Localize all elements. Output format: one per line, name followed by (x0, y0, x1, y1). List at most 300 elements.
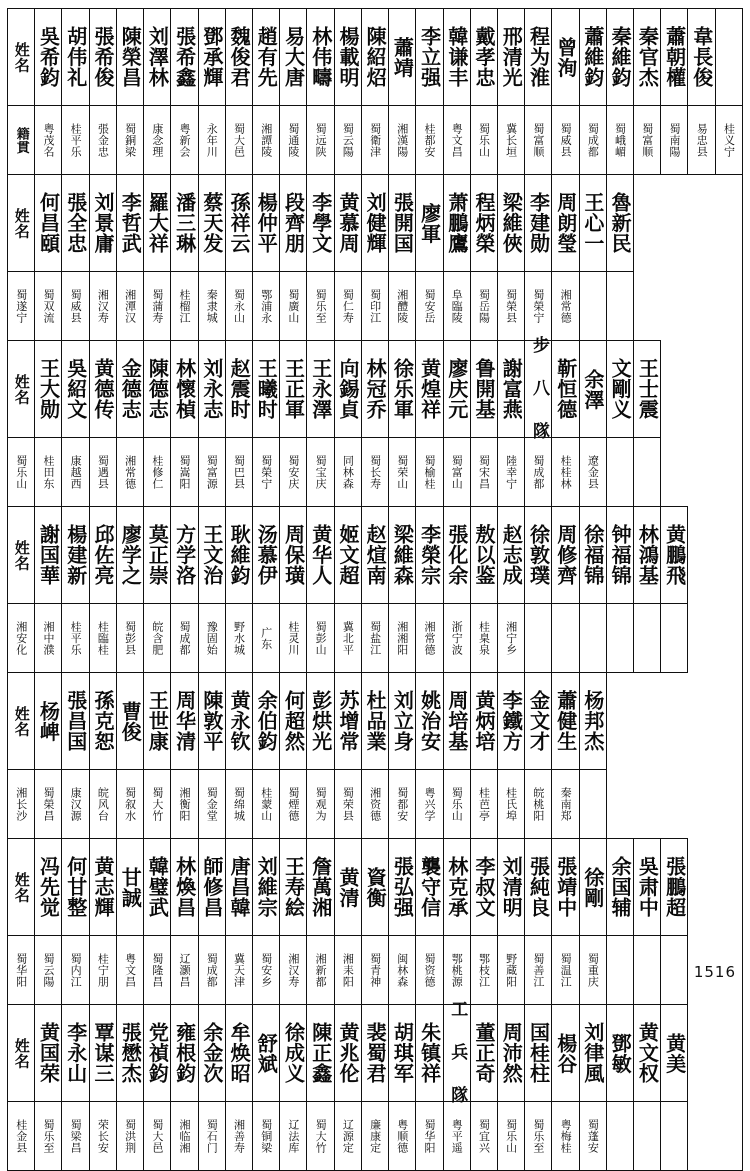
cell-text: 黄华人 (308, 524, 333, 586)
person-origin-cell (198, 936, 225, 1005)
cell-text: 黄鵬飛 (662, 524, 687, 586)
person-name-cell (552, 9, 579, 106)
cell-text: 蜀都安 (395, 786, 409, 822)
person-name-cell (144, 507, 171, 604)
person-origin-cell (280, 1102, 307, 1171)
roster-name-row (8, 507, 743, 604)
person-name-cell (334, 673, 361, 770)
roster-table (7, 8, 743, 1171)
roster-origin-row (8, 1102, 743, 1171)
cell-text: 張開国 (390, 192, 415, 254)
cell-text: 何昌頤 (36, 192, 61, 254)
cell-text: 蜀温江 (559, 952, 573, 988)
cell-text: 蜀乐至 (314, 288, 328, 324)
person-origin-cell (334, 604, 361, 673)
person-name-cell (606, 175, 633, 272)
person-name-cell (389, 175, 416, 272)
cell-text: 姓名 (12, 705, 31, 737)
cell-text: 謝富燕 (499, 358, 524, 420)
person-name-cell (144, 9, 171, 106)
cell-text: 蜀乐山 (504, 1118, 518, 1154)
cell-text: 桂榴江 (178, 288, 192, 324)
empty-cell (579, 770, 606, 839)
cell-text: 蜀仁寿 (341, 288, 355, 324)
cell-text: 余金次 (199, 1022, 224, 1084)
cell-text: 林懷楨 (172, 358, 197, 420)
cell-text: 張純良 (526, 856, 551, 918)
cell-text: 桂宁朋 (96, 952, 110, 988)
page-number: 1516 (693, 963, 736, 981)
person-name-cell (171, 673, 198, 770)
person-origin-cell (334, 1102, 361, 1171)
cell-text: 陸幸宁 (504, 454, 518, 490)
cell-text: 胡琪军 (390, 1022, 415, 1084)
roster-origin-row (8, 604, 743, 673)
cell-text: 国桂柱 (526, 1022, 551, 1084)
person-origin-cell (280, 272, 307, 341)
person-name-cell (89, 175, 116, 272)
person-name-cell (198, 1005, 225, 1102)
cell-text: 廖庆元 (444, 358, 469, 420)
person-origin-cell (8, 936, 35, 1005)
person-name-cell (661, 9, 688, 106)
cell-text: 秦南郑 (559, 786, 573, 822)
person-origin-cell (89, 604, 116, 673)
cell-text: 蜀大邑 (150, 1118, 164, 1154)
cell-text: 舒斌 (254, 1032, 279, 1074)
person-origin-cell (470, 936, 497, 1005)
person-origin-cell (361, 1102, 388, 1171)
person-origin-cell (171, 438, 198, 507)
cell-text: 蜀荣县 (341, 786, 355, 822)
cell-text: 黄文权 (635, 1022, 660, 1084)
person-origin-cell (116, 272, 143, 341)
person-name-cell (497, 673, 524, 770)
cell-text: 陳榮昌 (118, 26, 143, 88)
person-name-cell (361, 673, 388, 770)
person-name-cell (497, 507, 524, 604)
cell-text: 余国辅 (608, 856, 633, 918)
cell-text: 杨崥 (36, 700, 61, 742)
person-name-cell (62, 673, 89, 770)
person-name-cell (171, 839, 198, 936)
person-origin-cell (389, 770, 416, 839)
cell-text: 湘常德 (423, 620, 436, 656)
person-origin-cell (443, 770, 470, 839)
cell-text: 周培基 (444, 690, 469, 752)
person-name-cell (89, 673, 116, 770)
person-origin-cell (225, 1102, 252, 1171)
person-origin-cell (525, 106, 552, 175)
column-header-name (8, 341, 35, 438)
person-origin-cell (144, 936, 171, 1005)
person-name-cell (416, 341, 443, 438)
person-name-cell (525, 9, 552, 106)
cell-text: 湘中濮 (41, 620, 55, 656)
cell-text: 王正軍 (281, 358, 306, 420)
cell-text: 桂平乐 (69, 122, 83, 158)
column-header-name (8, 9, 35, 106)
person-origin-cell (252, 604, 279, 673)
cell-text: 蜀宋昌 (477, 454, 491, 490)
cell-text: 張化余 (444, 524, 469, 586)
person-origin-cell (8, 438, 35, 507)
cell-text: 戴孝忠 (472, 26, 497, 88)
person-origin-cell (252, 438, 279, 507)
person-origin-cell (252, 1102, 279, 1171)
cell-text: 蜀远陕 (314, 122, 328, 158)
cell-text: 吳紹文 (63, 358, 88, 420)
cell-text: 徐敦璞 (526, 524, 551, 586)
cell-text: 赵志成 (499, 524, 524, 586)
person-name-cell (688, 9, 715, 106)
cell-text: 王心一 (580, 192, 605, 254)
cell-text: 闽林森 (395, 952, 409, 988)
cell-text: 唐昌韓 (227, 856, 252, 918)
cell-text: 蜀洪荆 (123, 1118, 137, 1154)
cell-text: 蜀安庆 (286, 454, 300, 490)
cell-text: 鄂枝江 (477, 952, 491, 988)
cell-text: 康念理 (150, 122, 164, 158)
cell-text: 蜀榮县 (504, 288, 518, 324)
person-name-cell (307, 839, 334, 936)
empty-cell (634, 604, 661, 673)
cell-text: 鄂桃源 (450, 952, 464, 988)
cell-text: 謝国華 (36, 524, 61, 586)
cell-text: 徐乐軍 (390, 358, 415, 420)
person-name-cell (144, 673, 171, 770)
cell-text: 遼金县 (586, 454, 600, 490)
person-origin-cell (116, 1102, 143, 1171)
person-name-cell (389, 673, 416, 770)
person-origin-cell (35, 1102, 62, 1171)
person-origin-cell (62, 604, 89, 673)
cell-text: 廉康定 (368, 1118, 382, 1154)
person-origin-cell (525, 770, 552, 839)
person-name-cell (579, 839, 606, 936)
empty-cell (606, 936, 633, 1005)
cell-text: 余澤 (580, 368, 605, 410)
cell-text: 湘譚陵 (259, 122, 273, 158)
cell-text: 钟福锦 (608, 524, 633, 586)
person-origin-cell (62, 770, 89, 839)
cell-text: 永年川 (205, 122, 219, 158)
cell-text: 蜀云陽 (341, 122, 355, 158)
person-origin-cell (470, 106, 497, 175)
cell-text: 蜀峨嵋 (613, 122, 627, 158)
cell-text: 蜀云陽 (41, 952, 55, 988)
empty-cell (606, 272, 633, 341)
cell-text: 冀北平 (341, 620, 355, 656)
person-origin-cell (307, 106, 334, 175)
person-name-cell (307, 507, 334, 604)
person-origin-cell (225, 272, 252, 341)
cell-text: 楊載明 (335, 26, 360, 88)
person-origin-cell (8, 272, 35, 341)
person-origin-cell (525, 936, 552, 1005)
cell-text: 程为淮 (526, 26, 551, 88)
cell-text: 甘誠 (118, 866, 143, 908)
cell-text: 鲁開基 (472, 358, 497, 420)
cell-text: 黄煌祥 (417, 358, 442, 420)
roster-origin-row (8, 770, 743, 839)
person-origin-cell (252, 770, 279, 839)
cell-text: 皖风台 (96, 786, 110, 822)
cell-text: 王大勋 (36, 358, 61, 420)
person-name-cell (334, 175, 361, 272)
empty-cell (661, 1102, 688, 1171)
cell-text: 張懋杰 (118, 1022, 143, 1084)
cell-text: 蜀嵩阳 (178, 454, 192, 490)
person-origin-cell (116, 438, 143, 507)
person-origin-cell (470, 438, 497, 507)
person-origin-cell (280, 106, 307, 175)
cell-text: 林冠乔 (363, 358, 388, 420)
cell-text: 師修昌 (199, 856, 224, 918)
cell-text: 黄兆伦 (335, 1022, 360, 1084)
cell-text: 刘永志 (199, 358, 224, 420)
person-origin-cell (35, 438, 62, 507)
person-origin-cell (62, 1102, 89, 1171)
empty-cell (661, 604, 688, 673)
cell-text: 蜀威县 (69, 288, 83, 324)
cell-text: 蜀銅梁 (123, 122, 137, 158)
person-origin-cell (497, 106, 524, 175)
cell-text: 赵震时 (227, 358, 252, 420)
cell-text: 羅大祥 (145, 192, 170, 254)
person-name-cell (525, 175, 552, 272)
cell-text: 蜀乐山 (14, 454, 28, 490)
column-header-name (8, 839, 35, 936)
person-origin-cell (443, 604, 470, 673)
person-name-cell (579, 175, 606, 272)
person-name-cell (334, 507, 361, 604)
person-name-cell (280, 341, 307, 438)
person-name-cell (280, 1005, 307, 1102)
cell-text: 粤平遥 (450, 1118, 464, 1154)
cell-text: 桂修仁 (150, 454, 164, 490)
person-name-cell (62, 839, 89, 936)
cell-text: 刘澤林 (145, 26, 170, 88)
cell-text: 林克承 (444, 856, 469, 918)
person-origin-cell (389, 1102, 416, 1171)
cell-text: 朱镇祥 (417, 1022, 442, 1084)
cell-text: 楊仲平 (254, 192, 279, 254)
person-name-cell (62, 507, 89, 604)
person-name-cell (606, 1005, 633, 1102)
cell-text: 姓名 (12, 871, 31, 903)
cell-text: 蜀宝庆 (314, 454, 328, 490)
cell-text: 吳希鈞 (36, 26, 61, 88)
person-name-cell (144, 341, 171, 438)
person-origin-cell (361, 438, 388, 507)
unit-label (525, 336, 552, 442)
cell-text: 湘湘阳 (395, 620, 409, 656)
person-origin-cell (89, 770, 116, 839)
cell-text: 刘立身 (390, 690, 415, 752)
roster-name-row (8, 341, 743, 438)
cell-text: 王文治 (199, 524, 224, 586)
cell-text: 蜀宜兴 (477, 1118, 491, 1154)
cell-text: 蜀双流 (41, 288, 55, 324)
cell-text: 姓名 (12, 207, 31, 239)
cell-text: 襲守信 (417, 856, 442, 918)
person-origin-cell (579, 936, 606, 1005)
person-origin-cell (89, 106, 116, 175)
person-name-cell (252, 839, 279, 936)
person-name-cell (416, 1005, 443, 1102)
cell-text: 陳正鑫 (308, 1022, 333, 1084)
person-name-cell (35, 839, 62, 936)
person-name-cell (470, 175, 497, 272)
cell-text: 湘安化 (14, 620, 28, 656)
person-name-cell (606, 9, 633, 106)
cell-text: 湘衡阳 (178, 786, 192, 822)
cell-text: 蜀通陵 (286, 122, 300, 158)
person-name-cell (171, 175, 198, 272)
person-origin-cell (280, 438, 307, 507)
person-name-cell (361, 839, 388, 936)
person-name-cell (307, 673, 334, 770)
person-name-cell (89, 9, 116, 106)
person-name-cell (35, 9, 62, 106)
person-name-cell (606, 341, 633, 438)
person-name-cell (171, 507, 198, 604)
cell-text: 皖桃阳 (531, 786, 545, 822)
person-name-cell (389, 507, 416, 604)
person-origin-cell (416, 770, 443, 839)
person-origin-cell (416, 1102, 443, 1171)
person-origin-cell (116, 770, 143, 839)
cell-text: 陳敦平 (199, 690, 224, 752)
cell-text: 湘临湘 (178, 1118, 192, 1154)
person-origin-cell (144, 438, 171, 507)
person-origin-cell (307, 936, 334, 1005)
cell-text: 汤慕伊 (254, 524, 279, 586)
cell-text: 蜀廣山 (286, 288, 300, 324)
person-origin-cell (307, 604, 334, 673)
person-name-cell (579, 507, 606, 604)
roster-origin-row (8, 272, 743, 341)
cell-text: 蜀榆桂 (423, 454, 436, 490)
person-name-cell (116, 341, 143, 438)
person-origin-cell (171, 1102, 198, 1171)
column-header-name (8, 175, 35, 272)
person-name-cell (552, 341, 579, 438)
empty-cell (606, 1102, 633, 1171)
empty-cell (634, 438, 661, 507)
cell-text: 周沛然 (499, 1022, 524, 1084)
person-name-cell (62, 175, 89, 272)
cell-text: 桂蒙山 (259, 786, 273, 822)
cell-text: 湘善寿 (232, 1118, 246, 1154)
person-origin-cell (579, 438, 606, 507)
cell-text: 鄧承輝 (199, 26, 224, 88)
cell-text: 邢清光 (499, 26, 524, 88)
cell-text: 蜀富源 (205, 454, 219, 490)
person-origin-cell (416, 272, 443, 341)
cell-text: 工 兵 隊 (447, 1000, 468, 1106)
person-origin-cell (252, 272, 279, 341)
empty-cell (606, 438, 633, 507)
cell-text: 桂田东 (41, 454, 55, 490)
cell-text: 湘常德 (559, 288, 573, 324)
cell-text: 蜀大邑 (232, 122, 246, 158)
person-origin-cell (171, 106, 198, 175)
cell-text: 金文才 (526, 690, 551, 752)
cell-text: 王曦时 (254, 358, 279, 420)
cell-text: 李鐵方 (499, 690, 524, 752)
person-name-cell (497, 175, 524, 272)
person-origin-cell (35, 770, 62, 839)
cell-text: 冀长垣 (504, 122, 518, 158)
person-name-cell (35, 673, 62, 770)
cell-text: 董正奇 (472, 1022, 497, 1084)
person-origin-cell (62, 438, 89, 507)
person-origin-cell (62, 106, 89, 175)
person-origin-cell (334, 770, 361, 839)
person-origin-cell (171, 936, 198, 1005)
cell-text: 蜀青神 (368, 952, 382, 988)
cell-text: 周修齊 (553, 524, 578, 586)
cell-text: 桂芭亭 (477, 786, 491, 822)
person-origin-cell (579, 106, 606, 175)
cell-text: 楊建新 (63, 524, 88, 586)
person-name-cell (225, 9, 252, 106)
cell-text: 蜀石门 (205, 1118, 219, 1154)
person-origin-cell (8, 604, 35, 673)
cell-text: 刘維宗 (254, 856, 279, 918)
cell-text: 覃谋三 (90, 1022, 115, 1084)
cell-text: 韓谦丰 (444, 26, 469, 88)
person-origin-cell (225, 770, 252, 839)
cell-text: 蜀安岳 (423, 288, 436, 324)
person-origin-cell (89, 272, 116, 341)
person-name-cell (334, 9, 361, 106)
cell-text: 豫固始 (205, 620, 219, 656)
cell-text: 蜀蓬安 (586, 1118, 600, 1154)
person-origin-cell (361, 604, 388, 673)
person-name-cell (252, 9, 279, 106)
cell-text: 蜀衛津 (368, 122, 382, 158)
person-name-cell (634, 507, 661, 604)
person-origin-cell (89, 1102, 116, 1171)
person-origin-cell (443, 438, 470, 507)
person-origin-cell (661, 106, 688, 175)
person-name-cell (307, 9, 334, 106)
cell-text: 金德志 (118, 358, 143, 420)
person-name-cell (579, 341, 606, 438)
cell-text: 周保璜 (281, 524, 306, 586)
person-origin-cell (225, 936, 252, 1005)
cell-text: 萧鵬鷹 (444, 192, 469, 254)
person-origin-cell (497, 770, 524, 839)
cell-text: 苏增常 (335, 690, 360, 752)
cell-text: 蜀梁昌 (69, 1118, 83, 1154)
person-name-cell (497, 341, 524, 438)
roster-name-row (8, 9, 743, 106)
person-name-cell (361, 507, 388, 604)
person-origin-cell (225, 438, 252, 507)
person-name-cell (62, 341, 89, 438)
person-name-cell (334, 839, 361, 936)
column-header-name (8, 673, 35, 770)
cell-text: 秦維鈞 (608, 26, 633, 88)
person-name-cell (579, 9, 606, 106)
person-name-cell (280, 9, 307, 106)
cell-text: 浙宁波 (450, 620, 464, 656)
person-name-cell (171, 341, 198, 438)
